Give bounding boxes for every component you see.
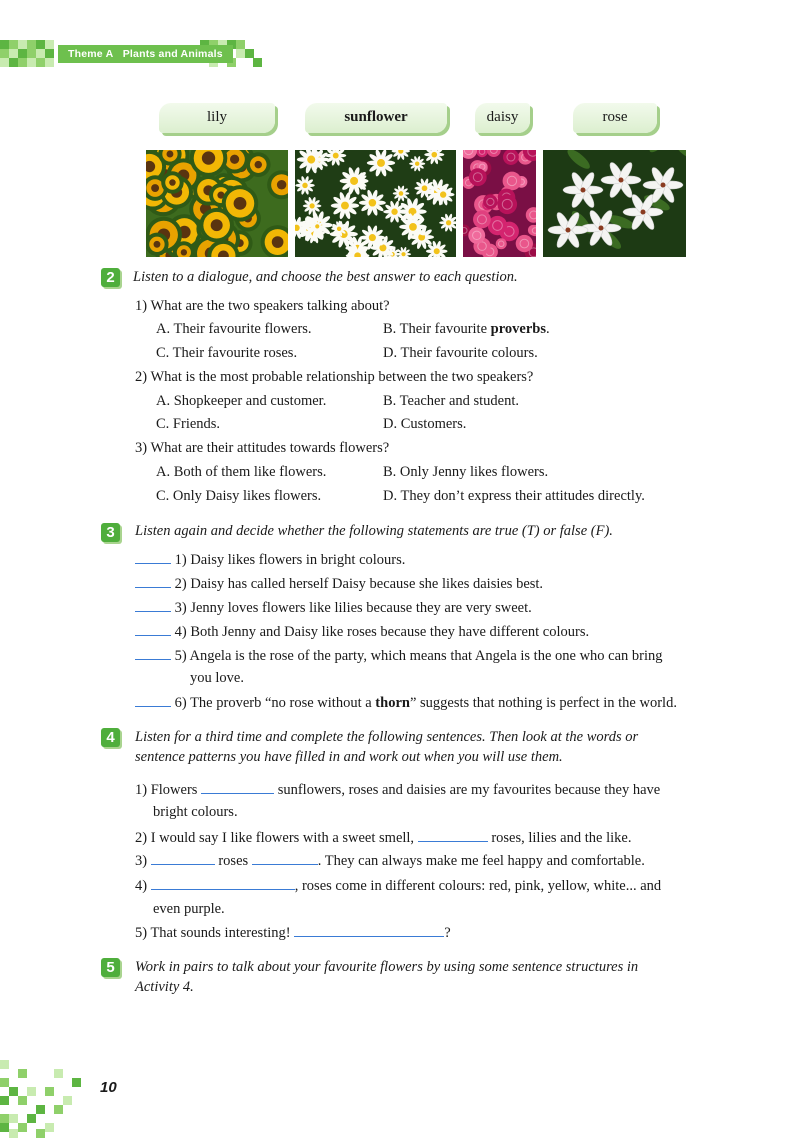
flower-label-lily: lily (159, 103, 275, 133)
question-2: 2) What is the most probable relationship between the two speakers? (135, 369, 534, 385)
activity-5-number: 5 (101, 958, 120, 977)
footer-pixel-corner (0, 1060, 100, 1138)
fill-blank-3b[interactable] (252, 850, 318, 865)
activity-4-instruction-1: Listen for a third time and complete the following sentences. Then look at the words or (135, 729, 639, 745)
s5-b: ? (444, 925, 451, 941)
s3-a: 3) (135, 853, 148, 869)
daisy-photo (295, 150, 456, 257)
sentence-5 (135, 922, 451, 943)
statement-3 (135, 597, 532, 618)
sunflower-photo (146, 150, 288, 257)
tf-blank-5[interactable] (135, 645, 171, 660)
s1-b: sunflowers, roses and daisies are my favourites because they have (277, 782, 661, 798)
statement-5 (135, 645, 663, 666)
s3-b: roses (218, 853, 249, 869)
activity-3-instruction: Listen again and decide whether the following statements are true (T) or false (F). (135, 523, 613, 539)
theme-title: Plants and Animals (122, 48, 223, 60)
q3-option-c: C. Only Daisy likes flowers. (156, 488, 322, 504)
s2-b: roses, lilies and the like. (491, 830, 632, 846)
sentence-1 (135, 779, 660, 800)
q3-option-a: A. Both of them like flowers. (156, 464, 327, 480)
s4-b: , roses come in different colours: red, pink, yellow, white... and (294, 878, 662, 894)
q1-b-bold: proverbs (490, 321, 546, 337)
lily-photo (543, 150, 686, 257)
fill-blank-2[interactable] (418, 827, 488, 842)
statement-3-text: 3) Jenny loves flowers like lilies because they are very sweet. (174, 600, 532, 616)
q2-option-b: B. Teacher and student. (383, 393, 520, 409)
question-1: 1) What are the two speakers talking about? (135, 298, 390, 314)
statement-6-pre: 6) The proverb “no rose without a (174, 695, 376, 711)
statement-6-bold: thorn (375, 695, 410, 711)
flower-label-daisy: daisy (475, 103, 530, 133)
s3-c: . They can always make me feel happy and comfortable. (317, 853, 645, 869)
s1-a: 1) Flowers (135, 782, 198, 798)
activity-4-number: 4 (101, 728, 120, 747)
fill-blank-5[interactable] (294, 922, 444, 937)
theme-tag (58, 45, 233, 63)
activity-3-number: 3 (101, 523, 120, 542)
statement-2-text: 2) Daisy has called herself Daisy because she likes daisies best. (174, 576, 544, 592)
question-3: 3) What are their attitudes towards flowers? (135, 440, 390, 456)
activity-4-instruction-2: sentence patterns you have filled in and work out when you will use them. (135, 749, 563, 765)
statement-6 (135, 692, 677, 713)
activity-5-instruction-2: Activity 4. (135, 979, 194, 995)
q3-option-b: B. Only Jenny likes flowers. (383, 464, 549, 480)
statement-5-cont: you love. (190, 670, 244, 686)
fill-blank-1[interactable] (201, 779, 274, 794)
sentence-3 (135, 850, 645, 871)
statement-1 (135, 549, 405, 570)
activity-2-instruction: Listen to a dialogue, and choose the best answer to each question. (133, 269, 518, 285)
s1-c: bright colours. (153, 804, 238, 820)
tf-blank-4[interactable] (135, 621, 171, 636)
s4-a: 4) (135, 878, 148, 894)
tf-blank-2[interactable] (135, 573, 171, 588)
flower-label-rose: rose (573, 103, 657, 133)
q2-option-d: D. Customers. (383, 416, 467, 432)
fill-blank-4[interactable] (151, 875, 295, 890)
activity-2-number: 2 (101, 268, 120, 287)
q1-option-a: A. Their favourite flowers. (156, 321, 312, 337)
s5-a: 5) That sounds interesting! (135, 925, 291, 941)
statement-4 (135, 621, 589, 642)
statement-4-text: 4) Both Jenny and Daisy like roses because they have different colours. (174, 624, 590, 640)
s4-c: even purple. (153, 901, 225, 917)
q3-option-d: D. They don’t express their attitudes directly. (383, 488, 645, 504)
q2-option-a: A. Shopkeeper and customer. (156, 393, 327, 409)
statement-2 (135, 573, 543, 594)
q1-option-b (383, 319, 550, 339)
activity-5-instruction-1: Work in pairs to talk about your favourite flowers by using some sentence structures in (135, 959, 639, 975)
tf-blank-6[interactable] (135, 692, 171, 707)
page-number: 10 (100, 1079, 117, 1096)
q1-option-d: D. Their favourite colours. (383, 345, 538, 361)
flower-label-sunflower: sunflower (305, 103, 447, 133)
fill-blank-3a[interactable] (151, 850, 215, 865)
statement-6-post: ” suggests that nothing is perfect in the world. (409, 695, 677, 711)
tf-blank-3[interactable] (135, 597, 171, 612)
rose-photo (463, 150, 536, 257)
q1-b-pre: B. Their favourite (383, 321, 491, 337)
statement-1-text: 1) Daisy likes flowers in bright colours. (174, 552, 406, 568)
statement-5-text: 5) Angela is the rose of the party, which means that Angela is the one who can bring (174, 648, 663, 664)
theme-label: Theme A (68, 48, 114, 60)
q2-option-c: C. Friends. (156, 416, 221, 432)
q1-b-post: . (545, 321, 550, 337)
q1-option-c: C. Their favourite roses. (156, 345, 298, 361)
tf-blank-1[interactable] (135, 549, 171, 564)
sentence-2 (135, 827, 631, 848)
sentence-4 (135, 875, 661, 896)
s2-a: 2) I would say I like flowers with a sweet smell, (135, 830, 415, 846)
